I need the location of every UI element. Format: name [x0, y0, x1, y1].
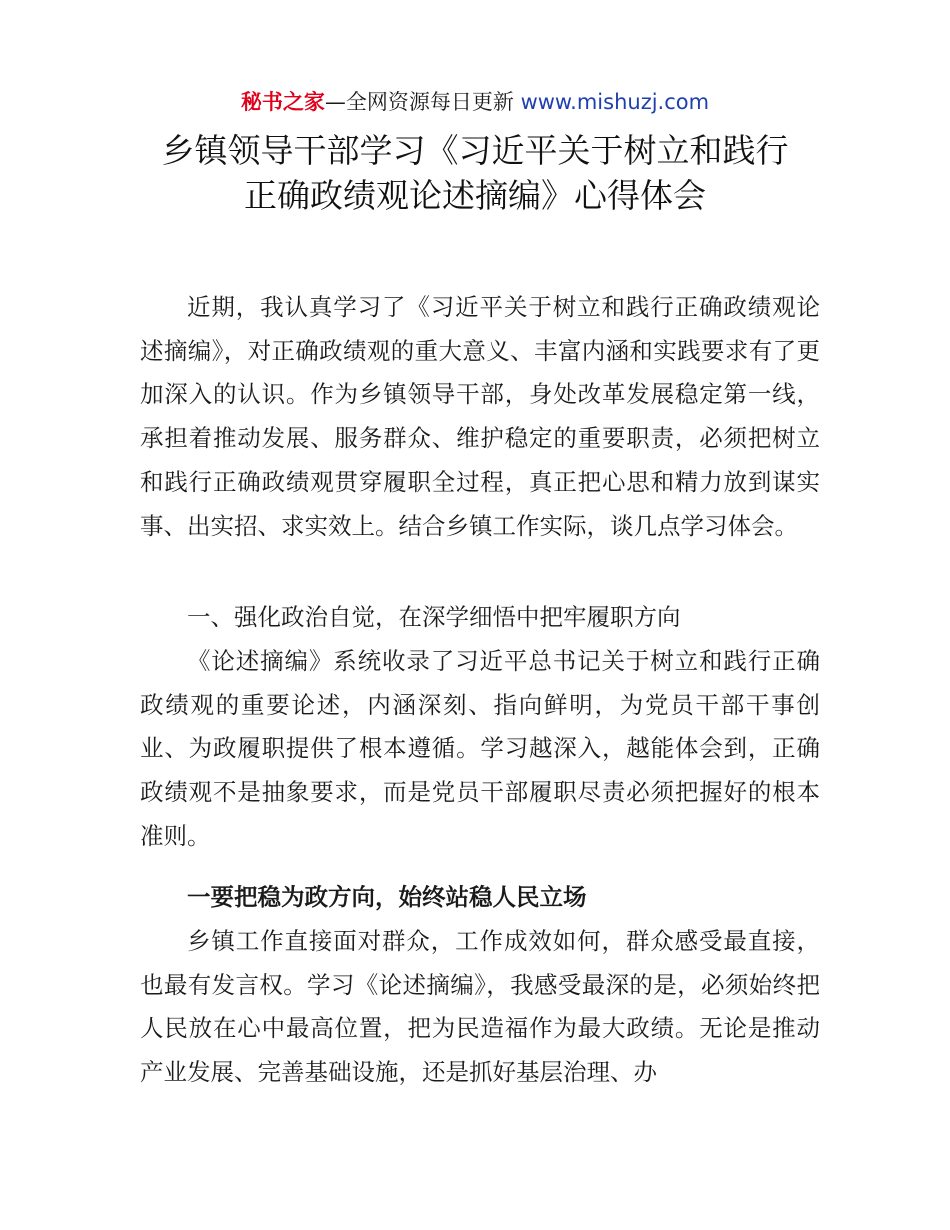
subheading-1-paragraph: 乡镇工作直接面对群众，工作成效如何，群众感受最直接，也最有发言权。学习《论述摘编》，我感受最深的是，必须始终把人民放在心中最高位置，把为民造福作为最大政绩。无论是推动产业发展、完善基础设施，还是抓好基层治理、办 [140, 927, 820, 1087]
brand-name: 秘书之家 [240, 90, 325, 114]
site-url-link[interactable]: www.mishuzj.com [520, 90, 710, 114]
document-title [60, 128, 890, 218]
subheading-1: 一要把稳为政方向，始终站稳人民立场 [187, 883, 587, 911]
header-slogan: —全网资源每日更新 [324, 90, 521, 114]
intro-paragraph: 近期，我认真学习了《习近平关于树立和践行正确政绩观论述摘编》，对正确政绩观的重大意义、丰富内涵和实践要求有了更加深入的认识。作为乡镇领导干部，身处改革发展稳定第一线，承担着推动发展、服务群众、维护稳定的重要职责，必须把树立和践行正确政绩观贯穿履职全过程，真正把心思和精力放到谋实事、出实招、求实效上。结合乡镇工作实际，谈几点学习体会。 [140, 293, 820, 540]
site-header [0, 88, 950, 116]
section-1-paragraph: 《论述摘编》系统收录了习近平总书记关于树立和践行正确政绩观的重要论述，内涵深刻、指向鲜明，为党员干部干事创业、为政履职提供了根本遵循。学习越深入，越能体会到，正确政绩观不是抽象要求，而是党员干部履职尽责必须把握好的根本准则。 [140, 647, 820, 850]
title-line-2: 正确政绩观论述摘编》心得体会 [244, 176, 706, 215]
section-1-heading: 一、强化政治自觉，在深学细悟中把牢履职方向 [187, 603, 681, 631]
title-line-1: 乡镇领导干部学习《习近平关于树立和践行 [161, 131, 789, 170]
